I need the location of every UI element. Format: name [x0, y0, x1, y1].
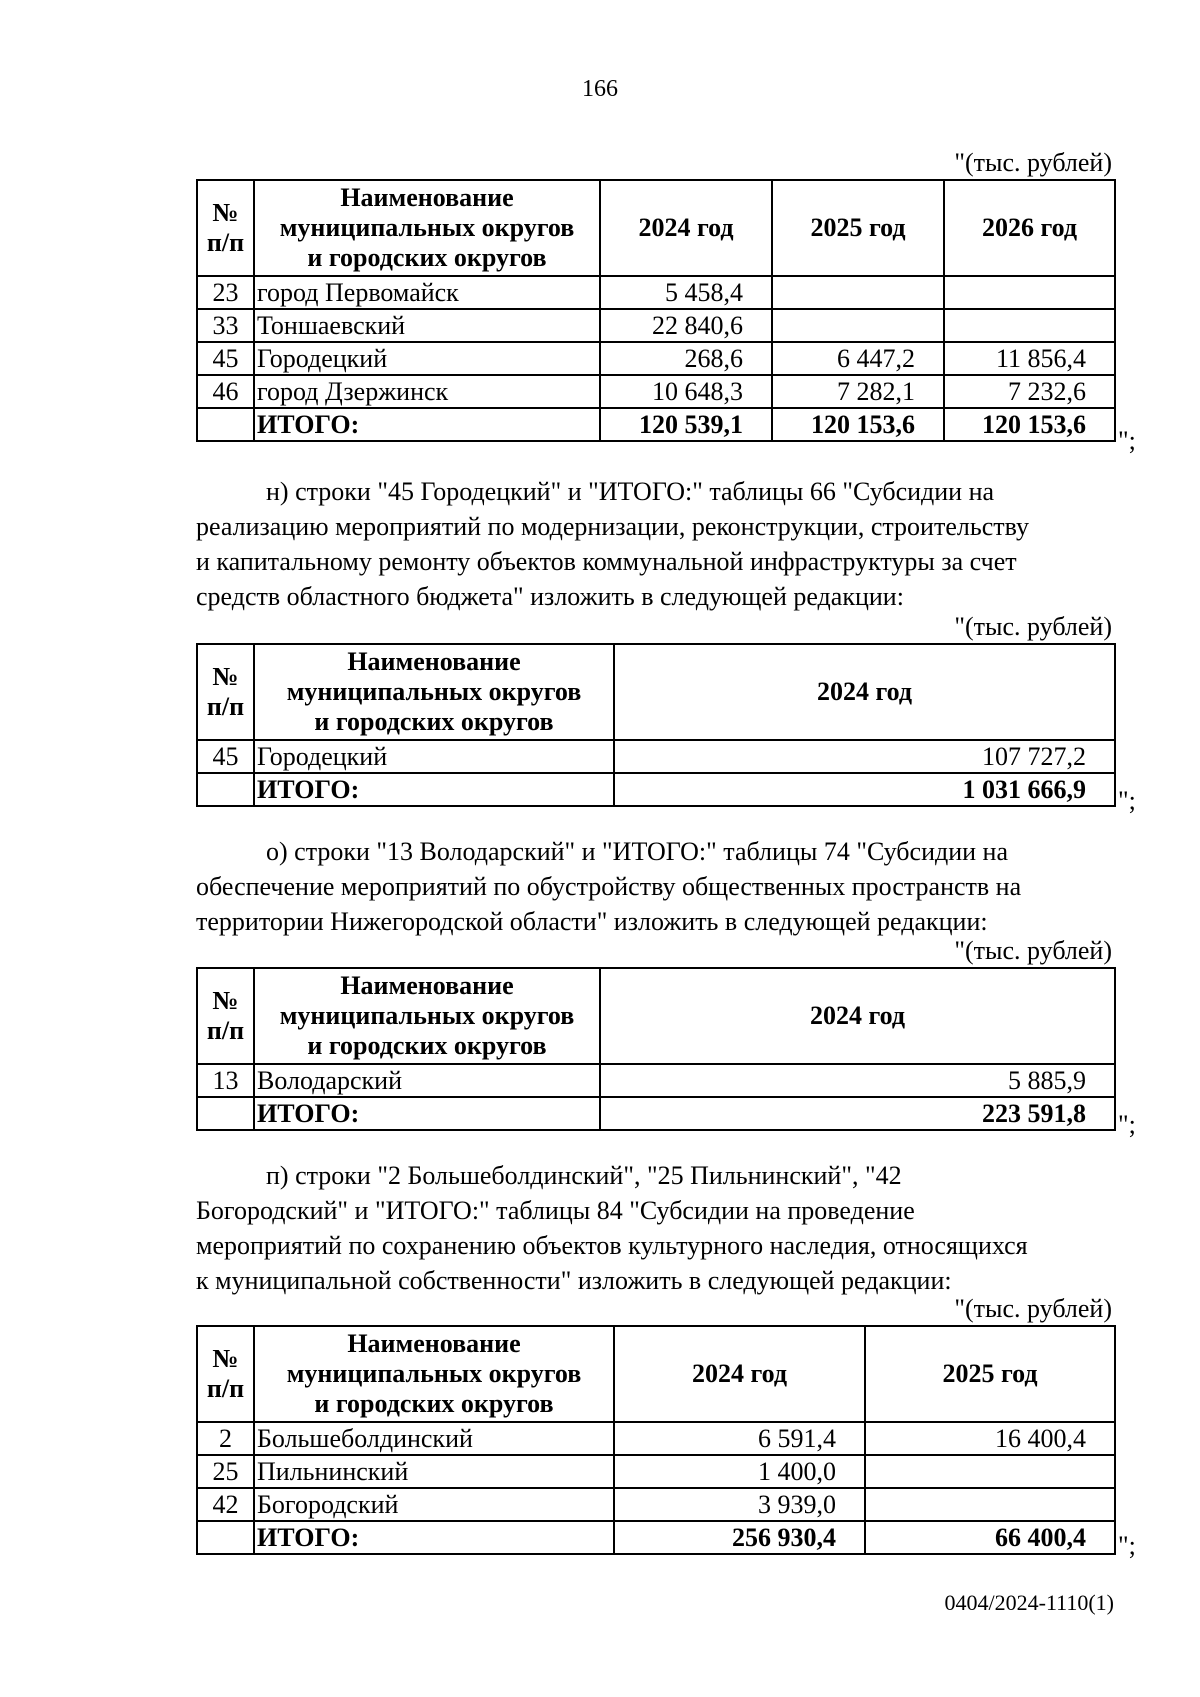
row-value: 6 447,2 — [772, 342, 944, 375]
total-row — [197, 1097, 1115, 1130]
header-year: 2024 год — [614, 1326, 865, 1422]
total-value: 120 153,6 — [772, 408, 944, 441]
row-num — [197, 408, 254, 441]
header-num: № п/п — [197, 180, 254, 276]
row-num: 33 — [197, 309, 254, 342]
row-num — [197, 773, 254, 806]
paragraph-line: реализацию мероприятий по модернизации, реконструкции, строительству — [196, 512, 1029, 541]
row-name: город Первомайск — [254, 276, 600, 309]
row-value: 10 648,3 — [600, 375, 772, 408]
row-value: 11 856,4 — [944, 342, 1115, 375]
header-year: 2024 год — [600, 968, 1115, 1064]
total-value: 66 400,4 — [865, 1521, 1115, 1554]
header-name-line: и городских округов — [314, 707, 554, 736]
closing-mark: "; — [1118, 786, 1136, 815]
table-3 — [196, 967, 1116, 1131]
paragraph-line: обеспечение мероприятий по обустройству общественных пространств на — [196, 872, 1022, 901]
total-value: 223 591,8 — [600, 1097, 1115, 1130]
row-name: Городецкий — [254, 740, 614, 773]
row-name: Большеболдинский — [254, 1422, 614, 1455]
row-name: город Дзержинск — [254, 375, 600, 408]
row-value: 3 939,0 — [614, 1488, 865, 1521]
total-row — [197, 773, 1115, 806]
table-row — [197, 342, 1115, 375]
paragraph-o — [196, 834, 1114, 939]
row-num: 25 — [197, 1455, 254, 1488]
total-value: 120 539,1 — [600, 408, 772, 441]
table-2 — [196, 643, 1116, 807]
row-value — [772, 309, 944, 342]
row-num — [197, 1521, 254, 1554]
table-row — [197, 1488, 1115, 1521]
table-row — [197, 309, 1115, 342]
header-name-line: муниципальных округов — [279, 213, 575, 242]
header-num: № п/п — [197, 1326, 254, 1422]
header-year: 2026 год — [944, 180, 1115, 276]
paragraph-line: к муниципальной собственности" изложить в следующей редакции: — [196, 1266, 952, 1295]
page-number: 166 — [582, 76, 618, 102]
closing-mark: "; — [1118, 426, 1136, 455]
header-name-line: муниципальных округов — [286, 677, 582, 706]
unit-label: "(тыс. рублей) — [954, 1294, 1112, 1323]
paragraph-line: мероприятий по сохранению объектов культурного наследия, относящихся — [196, 1231, 1028, 1260]
paragraph-line: н) строки "45 Городецкий" и "ИТОГО:" таблицы 66 "Субсидии на — [266, 477, 995, 506]
row-value: 107 727,2 — [614, 740, 1115, 773]
paragraph-line: и капитальному ремонту объектов коммунальной инфраструктуры за счет — [196, 547, 1017, 576]
header-name — [254, 1326, 614, 1422]
table-header — [197, 644, 1115, 740]
row-value: 268,6 — [600, 342, 772, 375]
header-name-line: муниципальных округов — [286, 1359, 582, 1388]
header-year: 2024 год — [600, 180, 772, 276]
table-row — [197, 1422, 1115, 1455]
header-num: № п/п — [197, 644, 254, 740]
total-value: 120 153,6 — [944, 408, 1115, 441]
table-header — [197, 968, 1115, 1064]
header-name-line: Наименование — [347, 1329, 521, 1358]
header-year: 2025 год — [772, 180, 944, 276]
unit-label: "(тыс. рублей) — [954, 148, 1112, 177]
table-header — [197, 180, 1115, 276]
table-row — [197, 1064, 1115, 1097]
row-value — [772, 276, 944, 309]
row-value — [944, 309, 1115, 342]
row-num: 2 — [197, 1422, 254, 1455]
header-name-line: и городских округов — [307, 1031, 547, 1060]
header-name-line: Наименование — [340, 971, 514, 1000]
header-name-line: Наименование — [340, 183, 514, 212]
paragraph-p — [196, 1158, 1114, 1298]
row-value — [944, 276, 1115, 309]
header-year: 2024 год — [614, 644, 1115, 740]
row-num: 45 — [197, 740, 254, 773]
total-value: 256 930,4 — [614, 1521, 865, 1554]
row-value: 5 458,4 — [600, 276, 772, 309]
header-name-line: Наименование — [347, 647, 521, 676]
total-row — [197, 408, 1115, 441]
header-name — [254, 968, 600, 1064]
table-header — [197, 1326, 1115, 1422]
row-name: Тоншаевский — [254, 309, 600, 342]
closing-mark: "; — [1118, 1531, 1136, 1560]
total-label: ИТОГО: — [254, 408, 600, 441]
row-name: Городецкий — [254, 342, 600, 375]
row-num: 46 — [197, 375, 254, 408]
row-value: 7 232,6 — [944, 375, 1115, 408]
row-value: 6 591,4 — [614, 1422, 865, 1455]
total-label: ИТОГО: — [254, 1097, 600, 1130]
row-value: 16 400,4 — [865, 1422, 1115, 1455]
table-row — [197, 1455, 1115, 1488]
row-value — [865, 1488, 1115, 1521]
total-label: ИТОГО: — [254, 1521, 614, 1554]
row-value: 7 282,1 — [772, 375, 944, 408]
header-name-line: и городских округов — [307, 243, 547, 272]
paragraph-n — [196, 474, 1114, 614]
row-name: Володарский — [254, 1064, 600, 1097]
table-row — [197, 276, 1115, 309]
row-num: 45 — [197, 342, 254, 375]
total-value: 1 031 666,9 — [614, 773, 1115, 806]
paragraph-line: п) строки "2 Большеболдинский", "25 Пильнинский", "42 — [266, 1161, 902, 1190]
header-num: № п/п — [197, 968, 254, 1064]
row-num: 13 — [197, 1064, 254, 1097]
unit-label: "(тыс. рублей) — [954, 936, 1112, 965]
table-row — [197, 740, 1115, 773]
row-num: 23 — [197, 276, 254, 309]
paragraph-line: Богородский" и "ИТОГО:" таблицы 84 "Субсидии на проведение — [196, 1196, 915, 1225]
header-name-line: муниципальных округов — [279, 1001, 575, 1030]
table-1 — [196, 179, 1116, 442]
header-name — [254, 180, 600, 276]
row-name: Пильнинский — [254, 1455, 614, 1488]
row-value: 5 885,9 — [600, 1064, 1115, 1097]
paragraph-line: территории Нижегородской области" изложить в следующей редакции: — [196, 907, 988, 936]
table-row — [197, 375, 1115, 408]
header-name-line: и городских округов — [314, 1389, 554, 1418]
row-num — [197, 1097, 254, 1130]
header-year: 2025 год — [865, 1326, 1115, 1422]
closing-mark: "; — [1118, 1110, 1136, 1139]
table-4 — [196, 1325, 1116, 1555]
row-name: Богородский — [254, 1488, 614, 1521]
row-value: 22 840,6 — [600, 309, 772, 342]
paragraph-line: о) строки "13 Володарский" и "ИТОГО:" таблицы 74 "Субсидии на — [266, 837, 1008, 866]
unit-label: "(тыс. рублей) — [954, 612, 1112, 641]
document-code: 0404/2024-1110(1) — [944, 1590, 1114, 1615]
total-label: ИТОГО: — [254, 773, 614, 806]
row-value — [865, 1455, 1115, 1488]
paragraph-line: средств областного бюджета" изложить в следующей редакции: — [196, 582, 904, 611]
header-name — [254, 644, 614, 740]
row-value: 1 400,0 — [614, 1455, 865, 1488]
total-row — [197, 1521, 1115, 1554]
row-num: 42 — [197, 1488, 254, 1521]
